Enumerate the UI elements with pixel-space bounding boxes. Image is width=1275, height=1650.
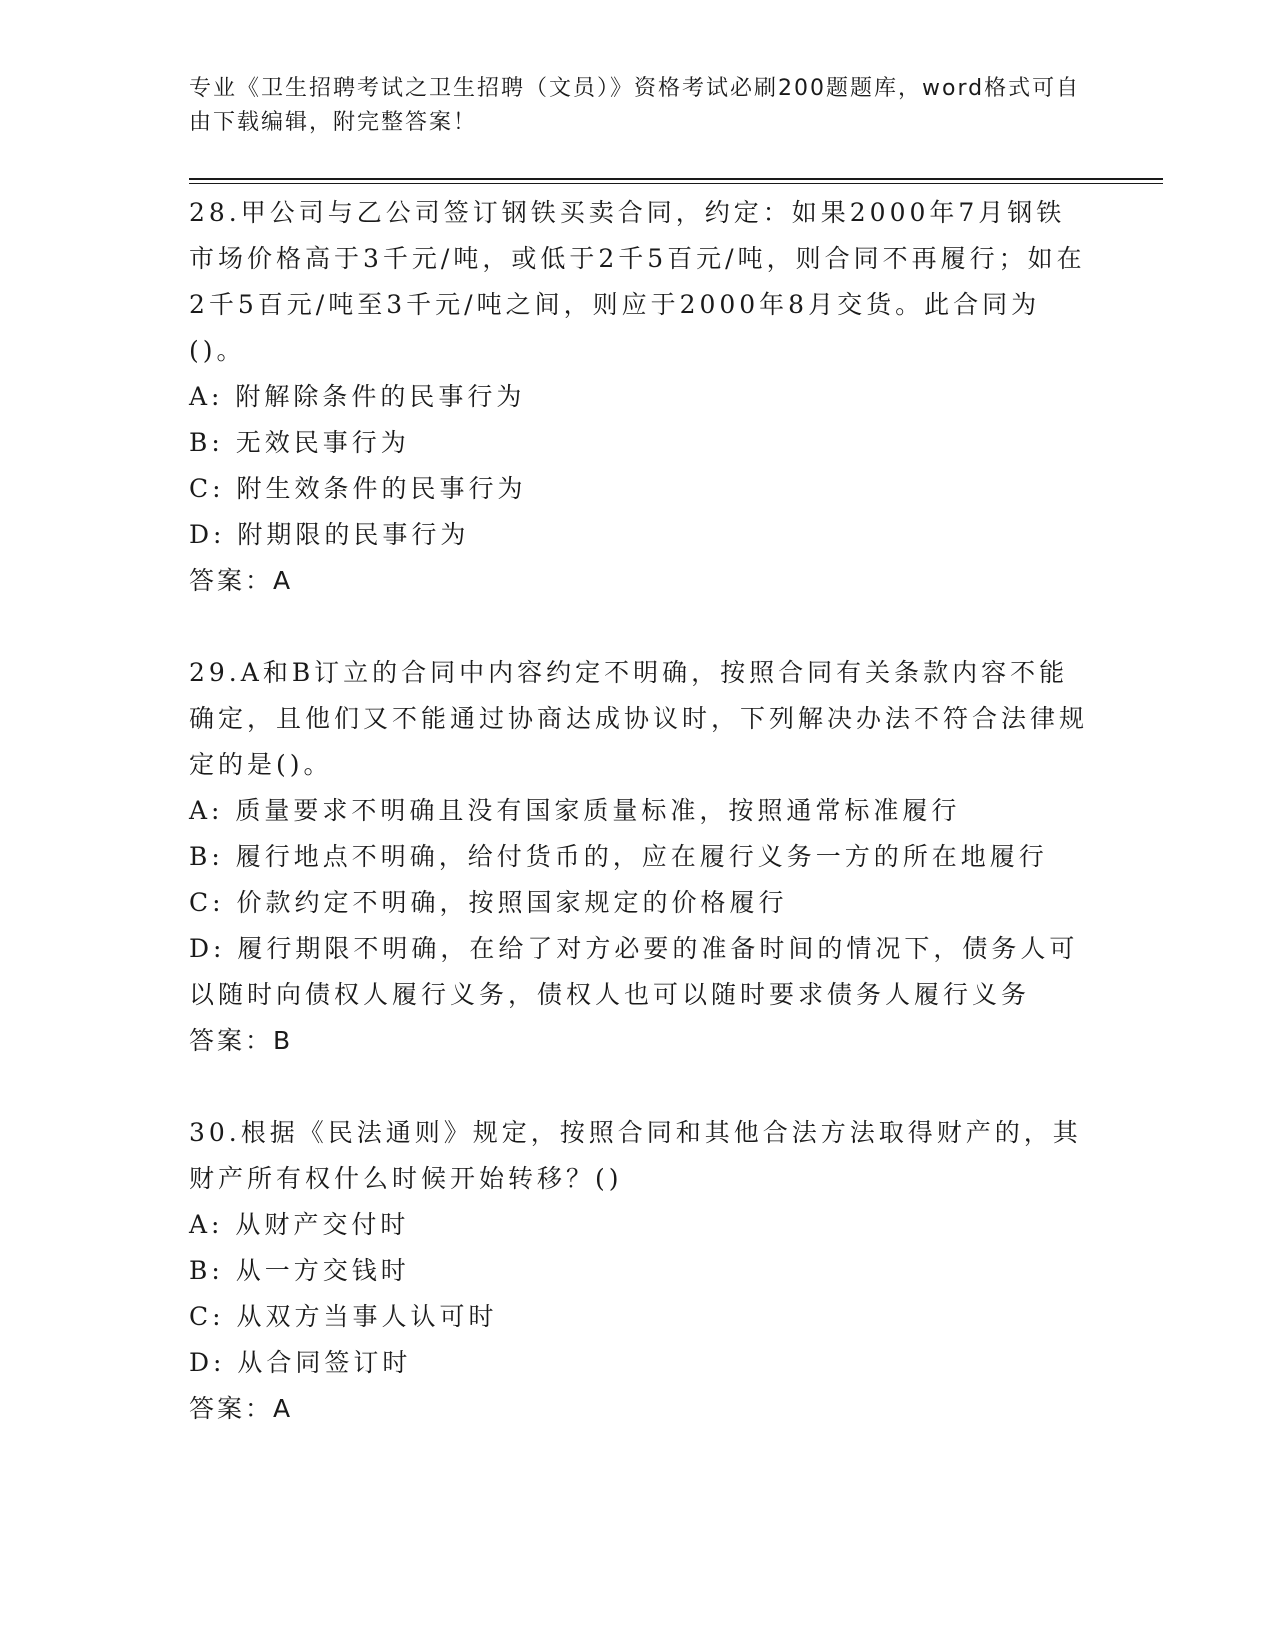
option-b: B: 履行地点不明确，给付货币的，应在履行义务一方的所在地履行	[189, 842, 1048, 871]
question-list	[189, 190, 1089, 1432]
spacer	[189, 604, 1089, 650]
option-b: B: 无效民事行为	[189, 428, 410, 457]
option-d: D: 履行期限不明确，在给了对方必要的准备时间的情况下，债务人可以随时向债权人履行义务，债权人也可以随时要求债务人履行义务	[189, 934, 1079, 1009]
option-b: B: 从一方交钱时	[189, 1256, 410, 1285]
header-divider-thin	[189, 183, 1163, 184]
document-header	[189, 72, 1089, 140]
question-stem: 30.根据《民法通则》规定，按照合同和其他合法方法取得财产的，其财产所有权什么时候开始转移？()	[189, 1118, 1082, 1193]
answer-line: 答案：A	[189, 566, 294, 595]
question-30	[189, 1110, 1089, 1432]
header-divider-thick	[189, 178, 1163, 180]
spacer	[189, 1064, 1089, 1110]
option-c: C: 附生效条件的民事行为	[189, 474, 527, 503]
option-a: A: 附解除条件的民事行为	[189, 382, 526, 411]
header-title: 专业《卫生招聘考试之卫生招聘（文员）》资格考试必刷200题题库，word格式可自由下载编辑，附完整答案！	[189, 76, 1081, 135]
question-28	[189, 190, 1089, 604]
option-c: C: 价款约定不明确，按照国家规定的价格履行	[189, 888, 788, 917]
answer-line: 答案：B	[189, 1026, 294, 1055]
option-d: D: 附期限的民事行为	[189, 520, 470, 549]
option-a: A: 质量要求不明确且没有国家质量标准，按照通常标准履行	[189, 796, 961, 825]
option-a: A: 从财产交付时	[189, 1210, 410, 1239]
question-stem: 29.A和B订立的合同中内容约定不明确，按照合同有关条款内容不能确定，且他们又不能通过协商达成协议时，下列解决办法不符合法律规定的是()。	[189, 658, 1089, 779]
option-c: C: 从双方当事人认可时	[189, 1302, 498, 1331]
question-stem: 28.甲公司与乙公司签订钢铁买卖合同，约定：如果2000年7月钢铁市场价格高于3千元/吨，或低于2千5百元/吨，则合同不再履行；如在2千5百元/吨至3千元/吨之间，则应于2000年8月交货。此合同为()。	[189, 198, 1086, 365]
question-29	[189, 650, 1089, 1064]
option-d: D: 从合同签订时	[189, 1348, 412, 1377]
answer-line: 答案：A	[189, 1394, 294, 1423]
